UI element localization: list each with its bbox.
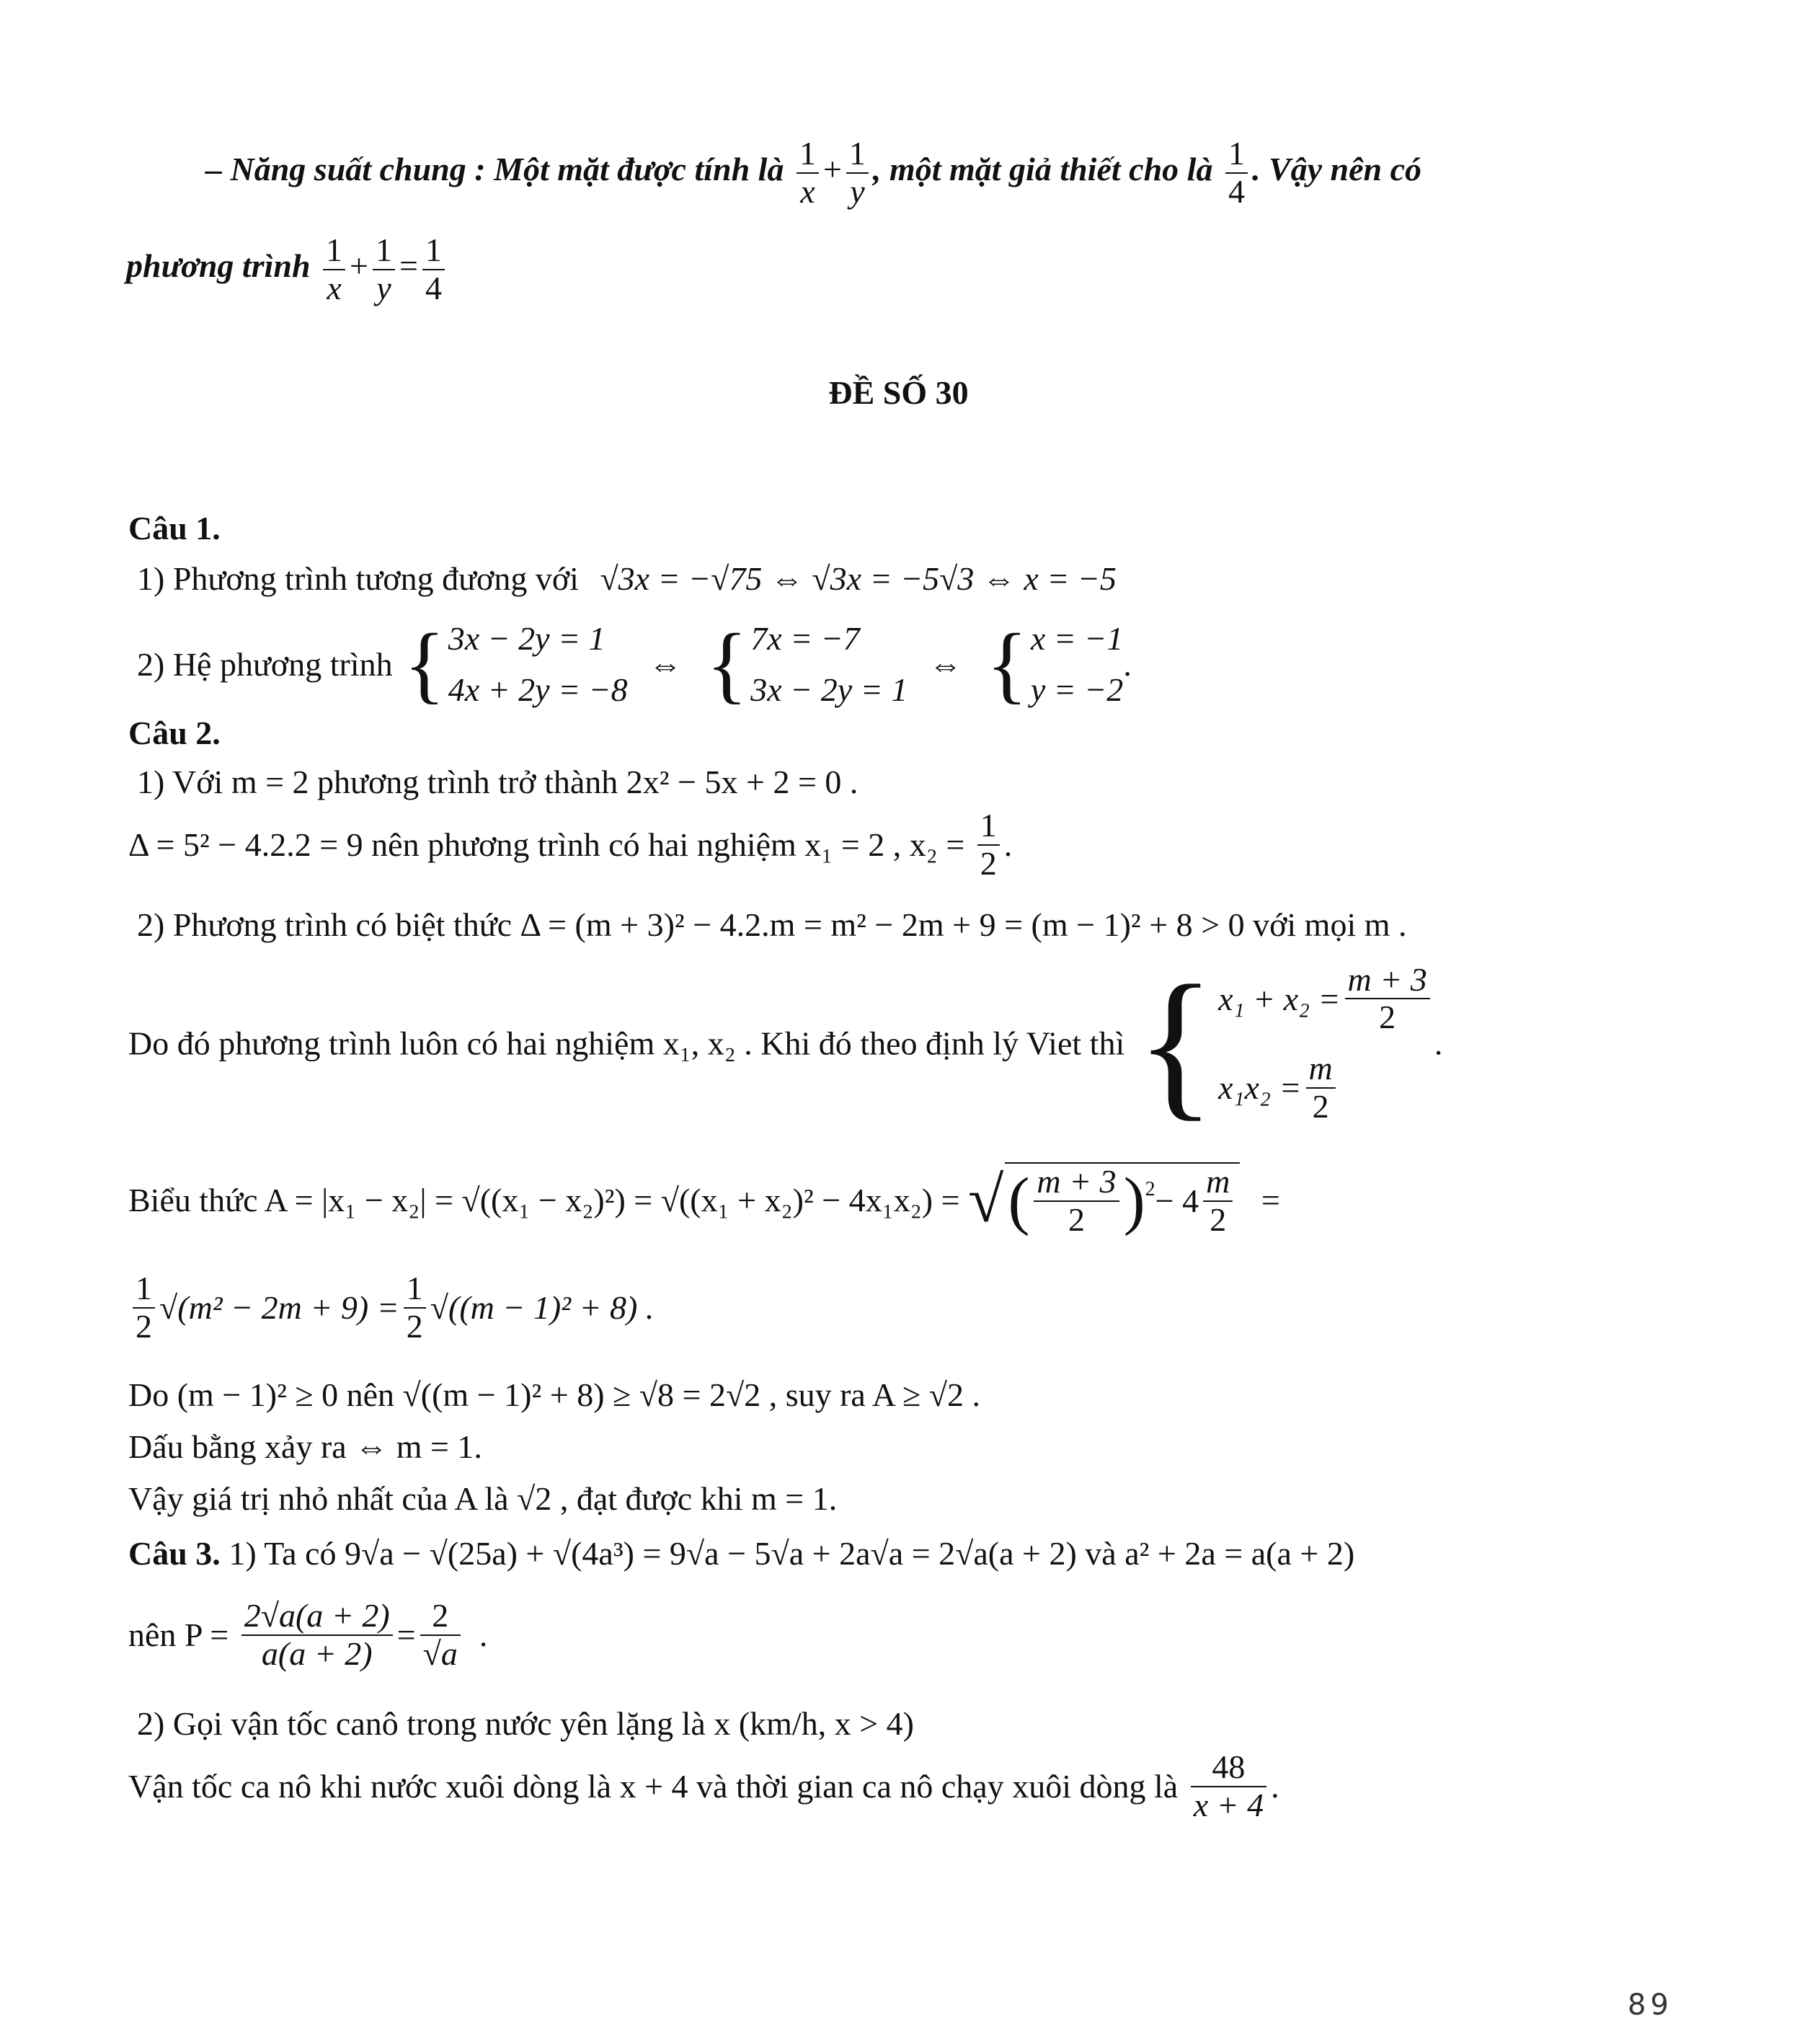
viet-system: x₁ + x₂ = $\frac{m + 3}{2}$ x₁x₂ = $\frac{m}{2}$: [1218, 962, 1434, 1125]
cau3-speed-text: Vận tốc ca nô khi nước xuôi dòng là x + 4 và thời gian ca nô chạy xuôi dòng là: [128, 1768, 1179, 1805]
cau2-equality-line: Dấu bằng xảy ra ⇔ m = 1.: [128, 1428, 482, 1465]
cau1-part1: [137, 559, 1117, 598]
page-number: 89: [1628, 1988, 1673, 2022]
cau2-expression-text: Biểu thức A = |x₁ − x₂| = √((x₁ − x₂)²) = √((x₁ + x₂)² − 4x₁x₂) =: [128, 1182, 960, 1219]
cau2-viet-text: Do đó phương trình luôn có hai nghiệm x₁, x₂ . Khi đó theo định lý Viet thì: [128, 1025, 1125, 1062]
cau2-heading: Câu 2.: [128, 714, 221, 751]
eq-frac-1-over-4: $\frac{1}{4}$: [422, 232, 445, 306]
cau3-part1-text: 1) Ta có 9√a − √(25a) + √(4a³) = 9√a − 5√a + 2a√a = 2√a(a + 2) và a² + 2a = a(a + 2): [228, 1535, 1355, 1572]
frac-1-over-2: $\frac{1}{2}$: [977, 808, 1000, 882]
intro-text-b: , một mặt giả thiết cho là: [872, 151, 1213, 188]
section-title: ĐỀ SỐ 30: [828, 374, 969, 411]
eq-frac-1-over-y: $\frac{1}{y}$: [373, 232, 395, 306]
cau1-part2: 2) Hệ phương trình { 3x − 2y = 1 4x + 2y = −8 ⇔ { 7x = −7 3x − 2y = 1 ⇔ { x = −1 y = −2 .: [137, 613, 1132, 716]
cau3-part1: [128, 1534, 1354, 1572]
frac-48-over-x-plus-4: $\frac{48}{x + 4}$: [1191, 1749, 1266, 1823]
cau2-part2: 2) Phương trình có biệt thức Δ = (m + 3)² − 4.2.m = m² − 2m + 9 = (m − 1)² + 8 > 0 với mọi m .: [137, 906, 1407, 943]
system-3: x = −1 y = −2: [1030, 620, 1124, 709]
cau2-part1: 1) Với m = 2 phương trình trở thành 2x² − 5x + 2 = 0 .: [137, 764, 858, 800]
cau1-part1-math: √3x = −√75 ⇔ √3x = −5√3 ⇔ x = −5: [600, 560, 1117, 597]
cau2-viet-line: Do đó phương trình luôn có hai nghiệm x₁, x₂ . Khi đó theo định lý Viet thì { x₁ + x₂ = $\frac{m + 3}{2}$ x₁x₂ = $\frac{m}{2}$ .: [128, 951, 1443, 1135]
cau2-expression-line: Biểu thức A = |x₁ − x₂| = √((x₁ − x₂)²) = √((x₁ + x₂)² − 4x₁x₂) = √( $\frac{m + 3}{2}$ )$^2$− 4 $\frac{m}{2}$ =: [128, 1163, 1280, 1238]
cau2-bound-line: Do (m − 1)² ≥ 0 nên √((m − 1)² + 8) ≥ √8 = 2√2 , suy ra A ≥ √2 .: [128, 1376, 980, 1413]
frac-p: $\frac{2√a(a + 2)}{a(a + 2)}$: [241, 1598, 393, 1672]
eq-frac-1-over-x: $\frac{1}{x}$: [323, 232, 345, 306]
intro-line-2: phương trình $\frac{1}{x}$ + $\frac{1}{y}$ = $\frac{1}{4}$: [126, 232, 449, 306]
intro-line-1: [205, 136, 1421, 210]
intro-text-c: . Vậy nên có: [1251, 151, 1422, 188]
cau1-part2-text: 2) Hệ phương trình: [137, 645, 393, 683]
frac-1-over-x: $\frac{1}{x}$: [797, 136, 819, 210]
cau3-speed-line: Vận tốc ca nô khi nước xuôi dòng là x + 4 và thời gian ca nô chạy xuôi dòng là $\frac{48}{x + 4}$ .: [128, 1748, 1279, 1823]
cau2-delta-line: Δ = 5² − 4.2.2 = 9 nên phương trình có hai nghiệm x₁ = 2 , x₂ = $\frac{1}{2}$ .: [128, 807, 1013, 882]
cau1-part1-text: 1) Phương trình tương đương với: [137, 560, 579, 597]
cau2-delta-text: Δ = 5² − 4.2.2 = 9 nên phương trình có hai nghiệm x₁ = 2 , x₂ =: [128, 826, 965, 864]
system-2: 7x = −7 3x − 2y = 1: [750, 620, 908, 709]
intro-text-equation: phương trình: [126, 247, 311, 285]
intro-text-a: – Năng suất chung : Một mặt được tính là: [205, 151, 784, 188]
frac-1-over-4: $\frac{1}{4}$: [1225, 136, 1248, 210]
cau3-p-line: nên P = $\frac{2√a(a + 2)}{a(a + 2)}$ = $\frac{2}{√a}$ .: [128, 1597, 488, 1672]
cau2-simplified-line: $\frac{1}{2}$ √(m² − 2m + 9) = $\frac{1}{2}$ √((m − 1)² + 8) .: [128, 1270, 654, 1345]
cau3-heading: Câu 3.: [128, 1535, 221, 1572]
cau3-part2: 2) Gọi vận tốc canô trong nước yên lặng là x (km/h, x > 4): [137, 1705, 914, 1742]
system-1: 3x − 2y = 1 4x + 2y = −8: [448, 620, 628, 709]
frac-p-simplified: $\frac{2}{√a}$: [420, 1598, 461, 1672]
frac-1-over-y: $\frac{1}{y}$: [846, 136, 869, 210]
cau1-heading: Câu 1.: [128, 510, 221, 547]
cau2-min-line: Vậy giá trị nhỏ nhất của A là √2 , đạt được khi m = 1.: [128, 1480, 838, 1517]
cau3-p-text: nên P =: [128, 1616, 229, 1654]
plus-sign: +: [822, 151, 842, 188]
